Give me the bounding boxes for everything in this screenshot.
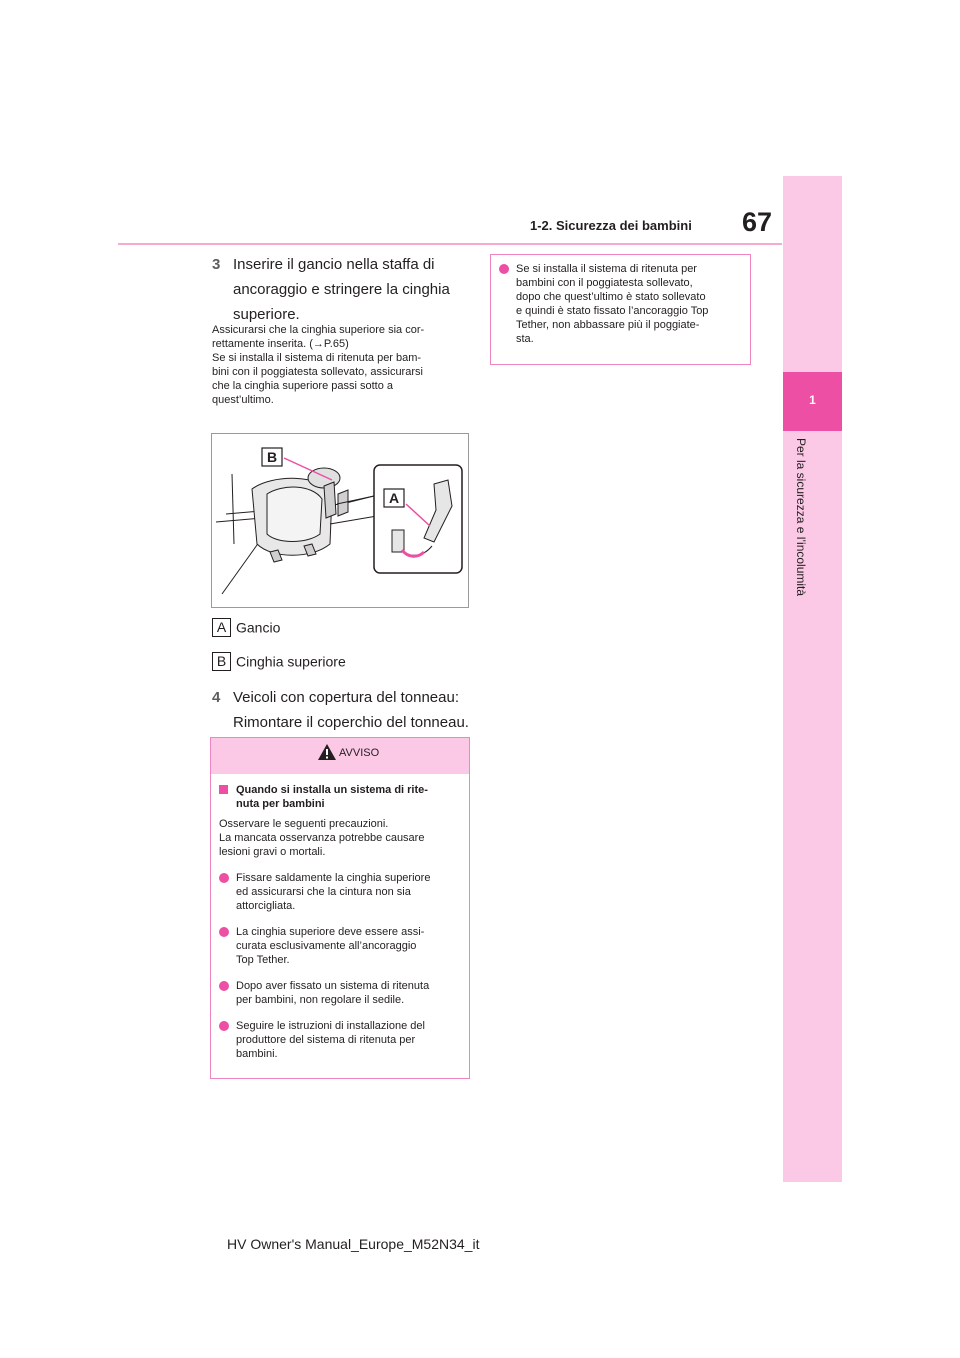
square-bullet-icon bbox=[219, 785, 228, 794]
step-number: 4 bbox=[212, 689, 221, 706]
bullet-line: Top Tether. bbox=[236, 954, 290, 966]
illustration-svg bbox=[212, 434, 468, 607]
bullet-line: Fissare saldamente la cinghia superiore bbox=[236, 872, 431, 884]
chapter-number: 1 bbox=[809, 393, 816, 407]
callout-b-label: B bbox=[266, 449, 278, 465]
warning-title: AVVISO bbox=[339, 747, 380, 759]
legend-label: Cinghia superiore bbox=[236, 653, 346, 670]
page-number: 67 bbox=[742, 207, 773, 237]
legend-label: Gancio bbox=[236, 619, 281, 636]
note-line: sta. bbox=[516, 333, 534, 345]
warning-intro-line: La mancata osservanza potrebbe causare bbox=[219, 832, 425, 844]
bullet-line: attorcigliata. bbox=[236, 900, 296, 912]
step-3 bbox=[212, 252, 474, 327]
legend-item-a bbox=[212, 618, 280, 637]
section-title: 1-2. Sicurezza dei bambini bbox=[530, 218, 692, 233]
round-bullet-icon bbox=[219, 981, 229, 991]
warning-header bbox=[211, 738, 469, 774]
header-rule bbox=[118, 243, 782, 245]
note-line: dopo che quest’ultimo è stato sollevato bbox=[516, 291, 706, 303]
legend-item-b bbox=[212, 652, 346, 671]
note-line: Tether, non abbassare più il poggiate- bbox=[516, 319, 700, 331]
warning-heading-line: Quando si installa un sistema di rite- bbox=[236, 784, 428, 796]
step-3-description bbox=[212, 323, 474, 407]
child-seat-illustration bbox=[211, 433, 469, 608]
warning-bullet bbox=[219, 871, 459, 913]
step-line: superiore. bbox=[233, 306, 300, 323]
step-line: ancoraggio e stringere la cinghia bbox=[233, 281, 450, 298]
footer-manual-id: HV Owner's Manual_Europe_M52N34_it bbox=[227, 1236, 480, 1252]
round-bullet-icon bbox=[499, 264, 509, 274]
warning-intro-line: lesioni gravi o mortali. bbox=[219, 846, 326, 858]
body-line: rettamente inserita. (→P.65) bbox=[212, 338, 349, 350]
body-line: che la cinghia superiore passi sotto a bbox=[212, 380, 393, 392]
warning-box bbox=[210, 737, 470, 1079]
legend-key: B bbox=[212, 652, 231, 671]
round-bullet-icon bbox=[219, 873, 229, 883]
chapter-side-tab bbox=[783, 176, 842, 1182]
bullet-line: produttore del sistema di ritenuta per bbox=[236, 1034, 416, 1046]
warning-bullet bbox=[219, 925, 459, 967]
bullet-line: ed assicurarsi che la cintura non sia bbox=[236, 886, 411, 898]
warning-triangle-icon bbox=[317, 743, 337, 761]
note-line: e quindi è stato fissato l’ancoraggio Top bbox=[516, 305, 709, 317]
bullet-line: bambini. bbox=[236, 1048, 278, 1060]
chapter-title: Per la sicurezza e l’incolumità bbox=[794, 438, 808, 597]
note-line: bambini con il poggiatesta sollevato, bbox=[516, 277, 693, 289]
bullet-line: La cinghia superiore deve essere assi- bbox=[236, 926, 425, 938]
step-number: 3 bbox=[212, 256, 221, 273]
callout-a-label: A bbox=[388, 490, 400, 506]
step-line: Inserire il gancio nella staffa di bbox=[233, 256, 435, 273]
bullet-line: Seguire le istruzioni di installazione del bbox=[236, 1020, 425, 1032]
step-line: Rimontare il coperchio del tonneau. bbox=[233, 714, 469, 731]
bullet-line: Dopo aver fissato un sistema di ritenuta bbox=[236, 980, 430, 992]
note-box bbox=[490, 254, 751, 365]
step-line: Veicoli con copertura del tonneau: bbox=[233, 689, 459, 706]
round-bullet-icon bbox=[219, 1021, 229, 1031]
body-line: Assicurarsi che la cinghia superiore sia cor- bbox=[212, 324, 425, 336]
warning-body bbox=[211, 774, 469, 1061]
warning-heading-line: nuta per bambini bbox=[236, 798, 325, 810]
body-line: Se si installa il sistema di ritenuta per bam- bbox=[212, 352, 422, 364]
body-line: quest’ultimo. bbox=[212, 394, 274, 406]
note-body bbox=[491, 255, 750, 346]
warning-bullet bbox=[219, 1019, 459, 1061]
legend-key: A bbox=[212, 618, 231, 637]
round-bullet-icon bbox=[219, 927, 229, 937]
warning-intro-line: Osservare le seguenti precauzioni. bbox=[219, 818, 389, 830]
step-4 bbox=[212, 685, 474, 735]
warning-bullet bbox=[219, 979, 459, 1007]
note-line: Se si installa il sistema di ritenuta per bbox=[516, 263, 697, 275]
bullet-line: per bambini, non regolare il sedile. bbox=[236, 994, 405, 1006]
bullet-line: curata esclusivamente all’ancoraggio bbox=[236, 940, 417, 952]
body-line: bini con il poggiatesta sollevato, assicurarsi bbox=[212, 366, 423, 378]
note-bullet bbox=[499, 262, 740, 346]
warning-heading bbox=[219, 783, 459, 811]
